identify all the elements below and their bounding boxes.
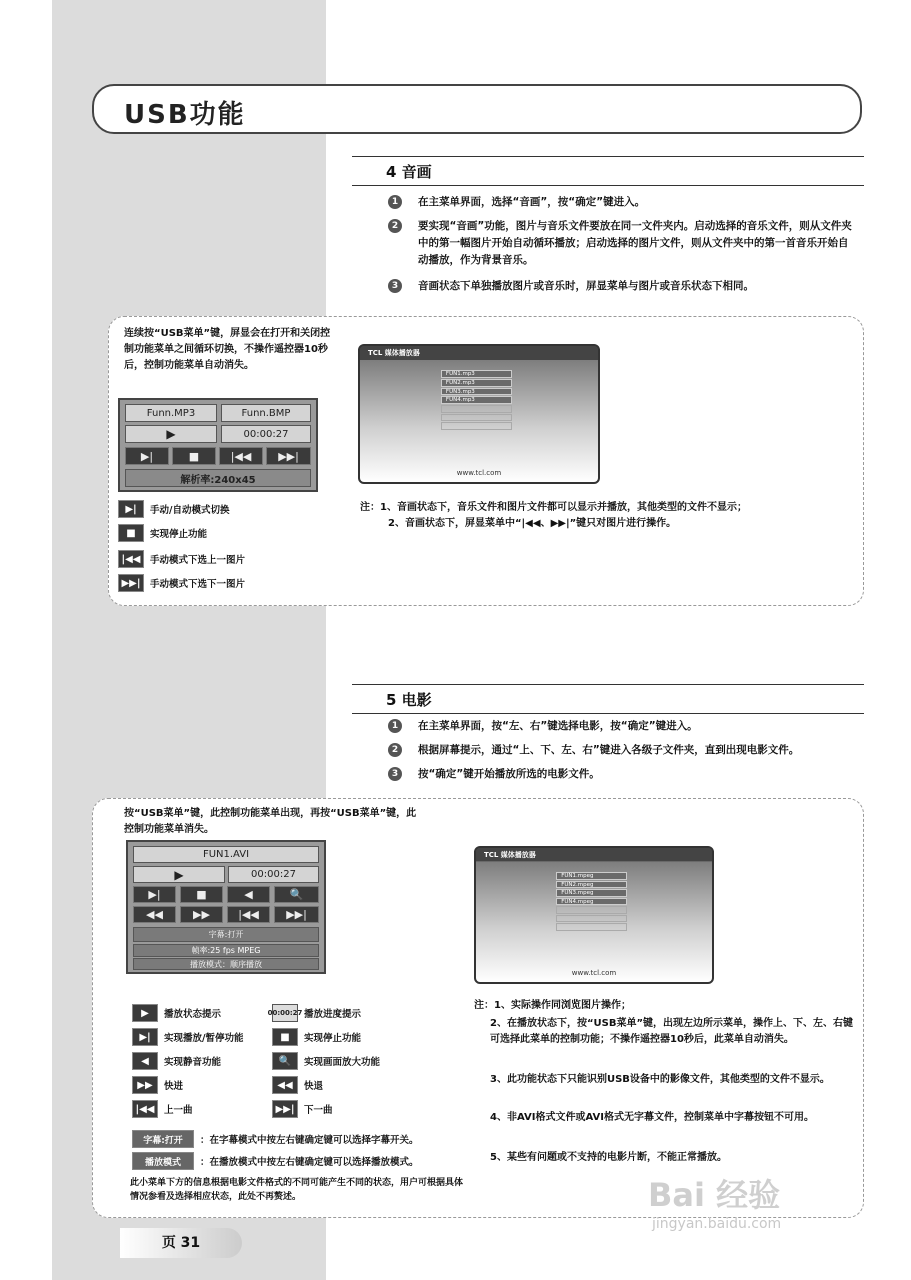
legend-row bbox=[132, 1076, 452, 1094]
legend-text: 上一曲 bbox=[164, 1105, 193, 1116]
section-5-note-3: 3、此功能状态下只能识别USB设备中的影像文件，其他类型的文件不显示。 bbox=[490, 1074, 830, 1085]
play-mode-button: 播放模式：顺序播放 bbox=[133, 958, 319, 970]
mute-icon: ◀ bbox=[132, 1052, 158, 1070]
time-display: 00:00:27 bbox=[221, 425, 311, 443]
wide-legend-row bbox=[132, 1130, 472, 1148]
step-text: 根据屏幕提示，通过“上、下、左、右”键进入各级子文件夹，直到出现电影文件。 bbox=[418, 744, 800, 756]
file-item: FUN2.mp3 bbox=[441, 379, 512, 387]
section-5-note-2: 2、在播放状态下，按“USB菜单”键，出现左边所示菜单，操作上、下、左、右键可选择此菜单的控制功能；不操作遥控器10秒后，此菜单自动消失。 bbox=[490, 1018, 854, 1045]
legend-text: 实现停止功能 bbox=[304, 1033, 362, 1044]
previous-icon: |◀◀ bbox=[132, 1100, 158, 1118]
section-5-footnote: 此小菜单下方的信息根据电影文件格式的不同可能产生不同的状态，用户可根据具体情况参看及选择相应状态，此处不再赘述。 bbox=[130, 1178, 464, 1202]
legend-text: 手动模式下选下一图片 bbox=[150, 579, 246, 590]
file-item: FUN2.mpeg bbox=[556, 881, 627, 888]
legend-text: 实现停止功能 bbox=[150, 529, 208, 540]
movie-browser-screenshot bbox=[474, 846, 714, 984]
previous-icon: |◀◀ bbox=[219, 447, 263, 465]
play-pause-icon: ▶| bbox=[133, 886, 176, 903]
stop-icon: ■ bbox=[272, 1028, 298, 1046]
play-icon: ▶ bbox=[125, 425, 217, 443]
subtitle-button: 字幕:打开 bbox=[133, 927, 319, 942]
wide-legend-row bbox=[132, 1152, 472, 1170]
screen-url: www.tcl.com bbox=[571, 968, 617, 977]
next-icon: ▶▶| bbox=[274, 906, 319, 923]
section-5-heading bbox=[352, 684, 864, 714]
empty-slot bbox=[556, 906, 627, 913]
section-4-step-3 bbox=[388, 278, 858, 295]
section-4-heading bbox=[352, 156, 864, 186]
previous-icon: |◀◀ bbox=[118, 550, 144, 568]
step-text: 在主菜单界面，选择“音画”，按“确定”键进入。 bbox=[418, 196, 646, 208]
photo-file-label: Funn.BMP bbox=[221, 404, 311, 422]
file-list bbox=[556, 872, 627, 955]
legend-text: ：在播放模式中按左右键确定键可以选择播放模式。 bbox=[200, 1157, 419, 1168]
section-5-step-1 bbox=[388, 718, 858, 735]
empty-slot bbox=[556, 915, 627, 922]
file-list bbox=[441, 370, 512, 454]
music-photo-control-panel bbox=[118, 398, 318, 492]
screen-title-bar: TCL 媒体播放器 bbox=[360, 346, 598, 360]
legend-text: 手动/自动模式切换 bbox=[150, 505, 230, 516]
file-item: FUN4.mpeg bbox=[556, 898, 627, 905]
legend-text: 下一曲 bbox=[304, 1105, 333, 1116]
file-item: FUN3.mpeg bbox=[556, 889, 627, 896]
page-title: USB功能 bbox=[124, 100, 246, 130]
legend-text: 实现静音功能 bbox=[164, 1057, 222, 1068]
step-number: 2 bbox=[388, 219, 402, 233]
zoom-icon: 🔍 bbox=[274, 886, 319, 903]
empty-slot bbox=[556, 923, 627, 930]
section-5-step-3 bbox=[388, 766, 858, 783]
legend-text: 播放进度提示 bbox=[304, 1009, 362, 1020]
legend-text: 快退 bbox=[304, 1081, 324, 1092]
stop-icon: ■ bbox=[180, 886, 223, 903]
resolution-label: 解析率:240x45 bbox=[125, 469, 311, 487]
file-item: FUN4.mp3 bbox=[441, 396, 512, 404]
legend-text: 实现画面放大功能 bbox=[304, 1057, 381, 1068]
step-number: 1 bbox=[388, 195, 402, 209]
section-5-note-4: 4、非AVI格式文件或AVI格式无字幕文件，控制菜单中字幕按钮不可用。 bbox=[490, 1112, 814, 1123]
legend-row bbox=[132, 1028, 452, 1046]
mute-icon: ◀ bbox=[227, 886, 270, 903]
screen-title-bar: TCL 媒体播放器 bbox=[476, 848, 712, 861]
section-4-note-1: 注：1、音画状态下，音乐文件和图片文件都可以显示并播放，其他类型的文件不显示； bbox=[360, 502, 747, 513]
stop-icon: ■ bbox=[172, 447, 216, 465]
page-title-box bbox=[92, 84, 862, 134]
music-browser-screenshot bbox=[358, 344, 600, 484]
fast-forward-icon: ▶▶ bbox=[180, 906, 223, 923]
movie-file-label: FUN1.AVI bbox=[133, 846, 319, 863]
play-pause-icon: ▶| bbox=[132, 1028, 158, 1046]
section-5-title: 5 电影 bbox=[386, 691, 432, 709]
baidu-watermark: Bai 经验 bbox=[648, 1176, 781, 1214]
file-item: FUN1.mp3 bbox=[441, 370, 512, 378]
previous-icon: |◀◀ bbox=[227, 906, 270, 923]
legend-text: 快进 bbox=[164, 1081, 184, 1092]
step-number: 3 bbox=[388, 767, 402, 781]
legend-row bbox=[118, 574, 245, 592]
step-number: 3 bbox=[388, 279, 402, 293]
legend-text: 手动模式下选上一图片 bbox=[150, 555, 246, 566]
section-4-step-1 bbox=[388, 194, 858, 211]
step-text: 在主菜单界面，按“左、右”键选择电影，按“确定”键进入。 bbox=[418, 720, 698, 732]
section-4-step-2 bbox=[388, 218, 858, 269]
play-mode-button-icon: 播放模式 bbox=[132, 1152, 194, 1170]
next-icon: ▶▶| bbox=[272, 1100, 298, 1118]
play-status-icon: ▶ bbox=[132, 1004, 158, 1022]
bitrate-label: 帧率:25 fps MPEG bbox=[133, 944, 319, 957]
movie-control-panel bbox=[126, 840, 326, 974]
section-4-title: 4 音画 bbox=[386, 163, 432, 181]
legend-row bbox=[118, 524, 207, 542]
screen-url: www.tcl.com bbox=[456, 468, 502, 477]
file-item: FUN3.mp3 bbox=[441, 388, 512, 396]
section-5-box-note: 按“USB菜单”键，此控制功能菜单出现，再按“USB菜单”键，此控制功能菜单消失。 bbox=[124, 808, 417, 835]
subtitle-button-icon: 字幕:打开 bbox=[132, 1130, 194, 1148]
rewind-icon: ◀◀ bbox=[133, 906, 176, 923]
step-text: 按“确定”键开始播放所选的电影文件。 bbox=[418, 768, 600, 780]
legend-row bbox=[118, 500, 229, 518]
next-icon: ▶▶| bbox=[118, 574, 144, 592]
baidu-watermark-url: jingyan.baidu.com bbox=[652, 1216, 782, 1232]
legend-row bbox=[132, 1100, 452, 1118]
legend-row bbox=[118, 550, 245, 568]
time-display: 00:00:27 bbox=[228, 866, 319, 883]
step-text: 音画状态下单独播放图片或音乐时，屏显菜单与图片或音乐状态下相同。 bbox=[418, 280, 754, 292]
play-status-icon: ▶ bbox=[133, 866, 225, 883]
legend-row bbox=[132, 1004, 452, 1022]
step-number: 2 bbox=[388, 743, 402, 757]
section-4-note-2: 2、音画状态下，屏显菜单中“|◀◀、▶▶|”键只对图片进行操作。 bbox=[388, 518, 677, 529]
empty-slot bbox=[441, 422, 512, 430]
fast-forward-icon: ▶▶ bbox=[132, 1076, 158, 1094]
legend-text: 实现播放/暂停功能 bbox=[164, 1033, 244, 1044]
step-number: 1 bbox=[388, 719, 402, 733]
legend-row bbox=[132, 1052, 452, 1070]
section-4-box-note: 连续按“USB菜单”键，屏显会在打开和关闭控制功能菜单之间循环切换，不操作遥控器10秒后，控制功能菜单自动消失。 bbox=[124, 328, 331, 371]
zoom-icon: 🔍 bbox=[272, 1052, 298, 1070]
section-5-note-1: 注：1、实际操作同浏览图片操作； bbox=[474, 1000, 631, 1011]
file-item: FUN1.mpeg bbox=[556, 872, 627, 879]
legend-text: 播放状态提示 bbox=[164, 1009, 222, 1020]
legend-text: ：在字幕模式中按左右键确定键可以选择字幕开关。 bbox=[200, 1135, 419, 1146]
music-file-label: Funn.MP3 bbox=[125, 404, 217, 422]
section-5-step-2 bbox=[388, 742, 858, 759]
play-pause-icon: ▶| bbox=[125, 447, 169, 465]
time-display-icon: 00:00:27 bbox=[272, 1004, 298, 1022]
empty-slot bbox=[441, 414, 512, 422]
next-icon: ▶▶| bbox=[266, 447, 311, 465]
empty-slot bbox=[441, 405, 512, 413]
play-pause-icon: ▶| bbox=[118, 500, 144, 518]
page-number: 页 31 bbox=[120, 1228, 242, 1258]
stop-icon: ■ bbox=[118, 524, 144, 542]
step-text: 要实现“音画”功能，图片与音乐文件要放在同一文件夹内。启动选择的音乐文件，则从文件夹中的第一幅图片开始自动循环播放；启动选择的图片文件，则从文件夹中的第一首音乐开始自动播放，作为背景音乐。 bbox=[418, 220, 852, 266]
rewind-icon: ◀◀ bbox=[272, 1076, 298, 1094]
section-5-note-5: 5、某些有问题或不支持的电影片断，不能正常播放。 bbox=[490, 1152, 727, 1163]
